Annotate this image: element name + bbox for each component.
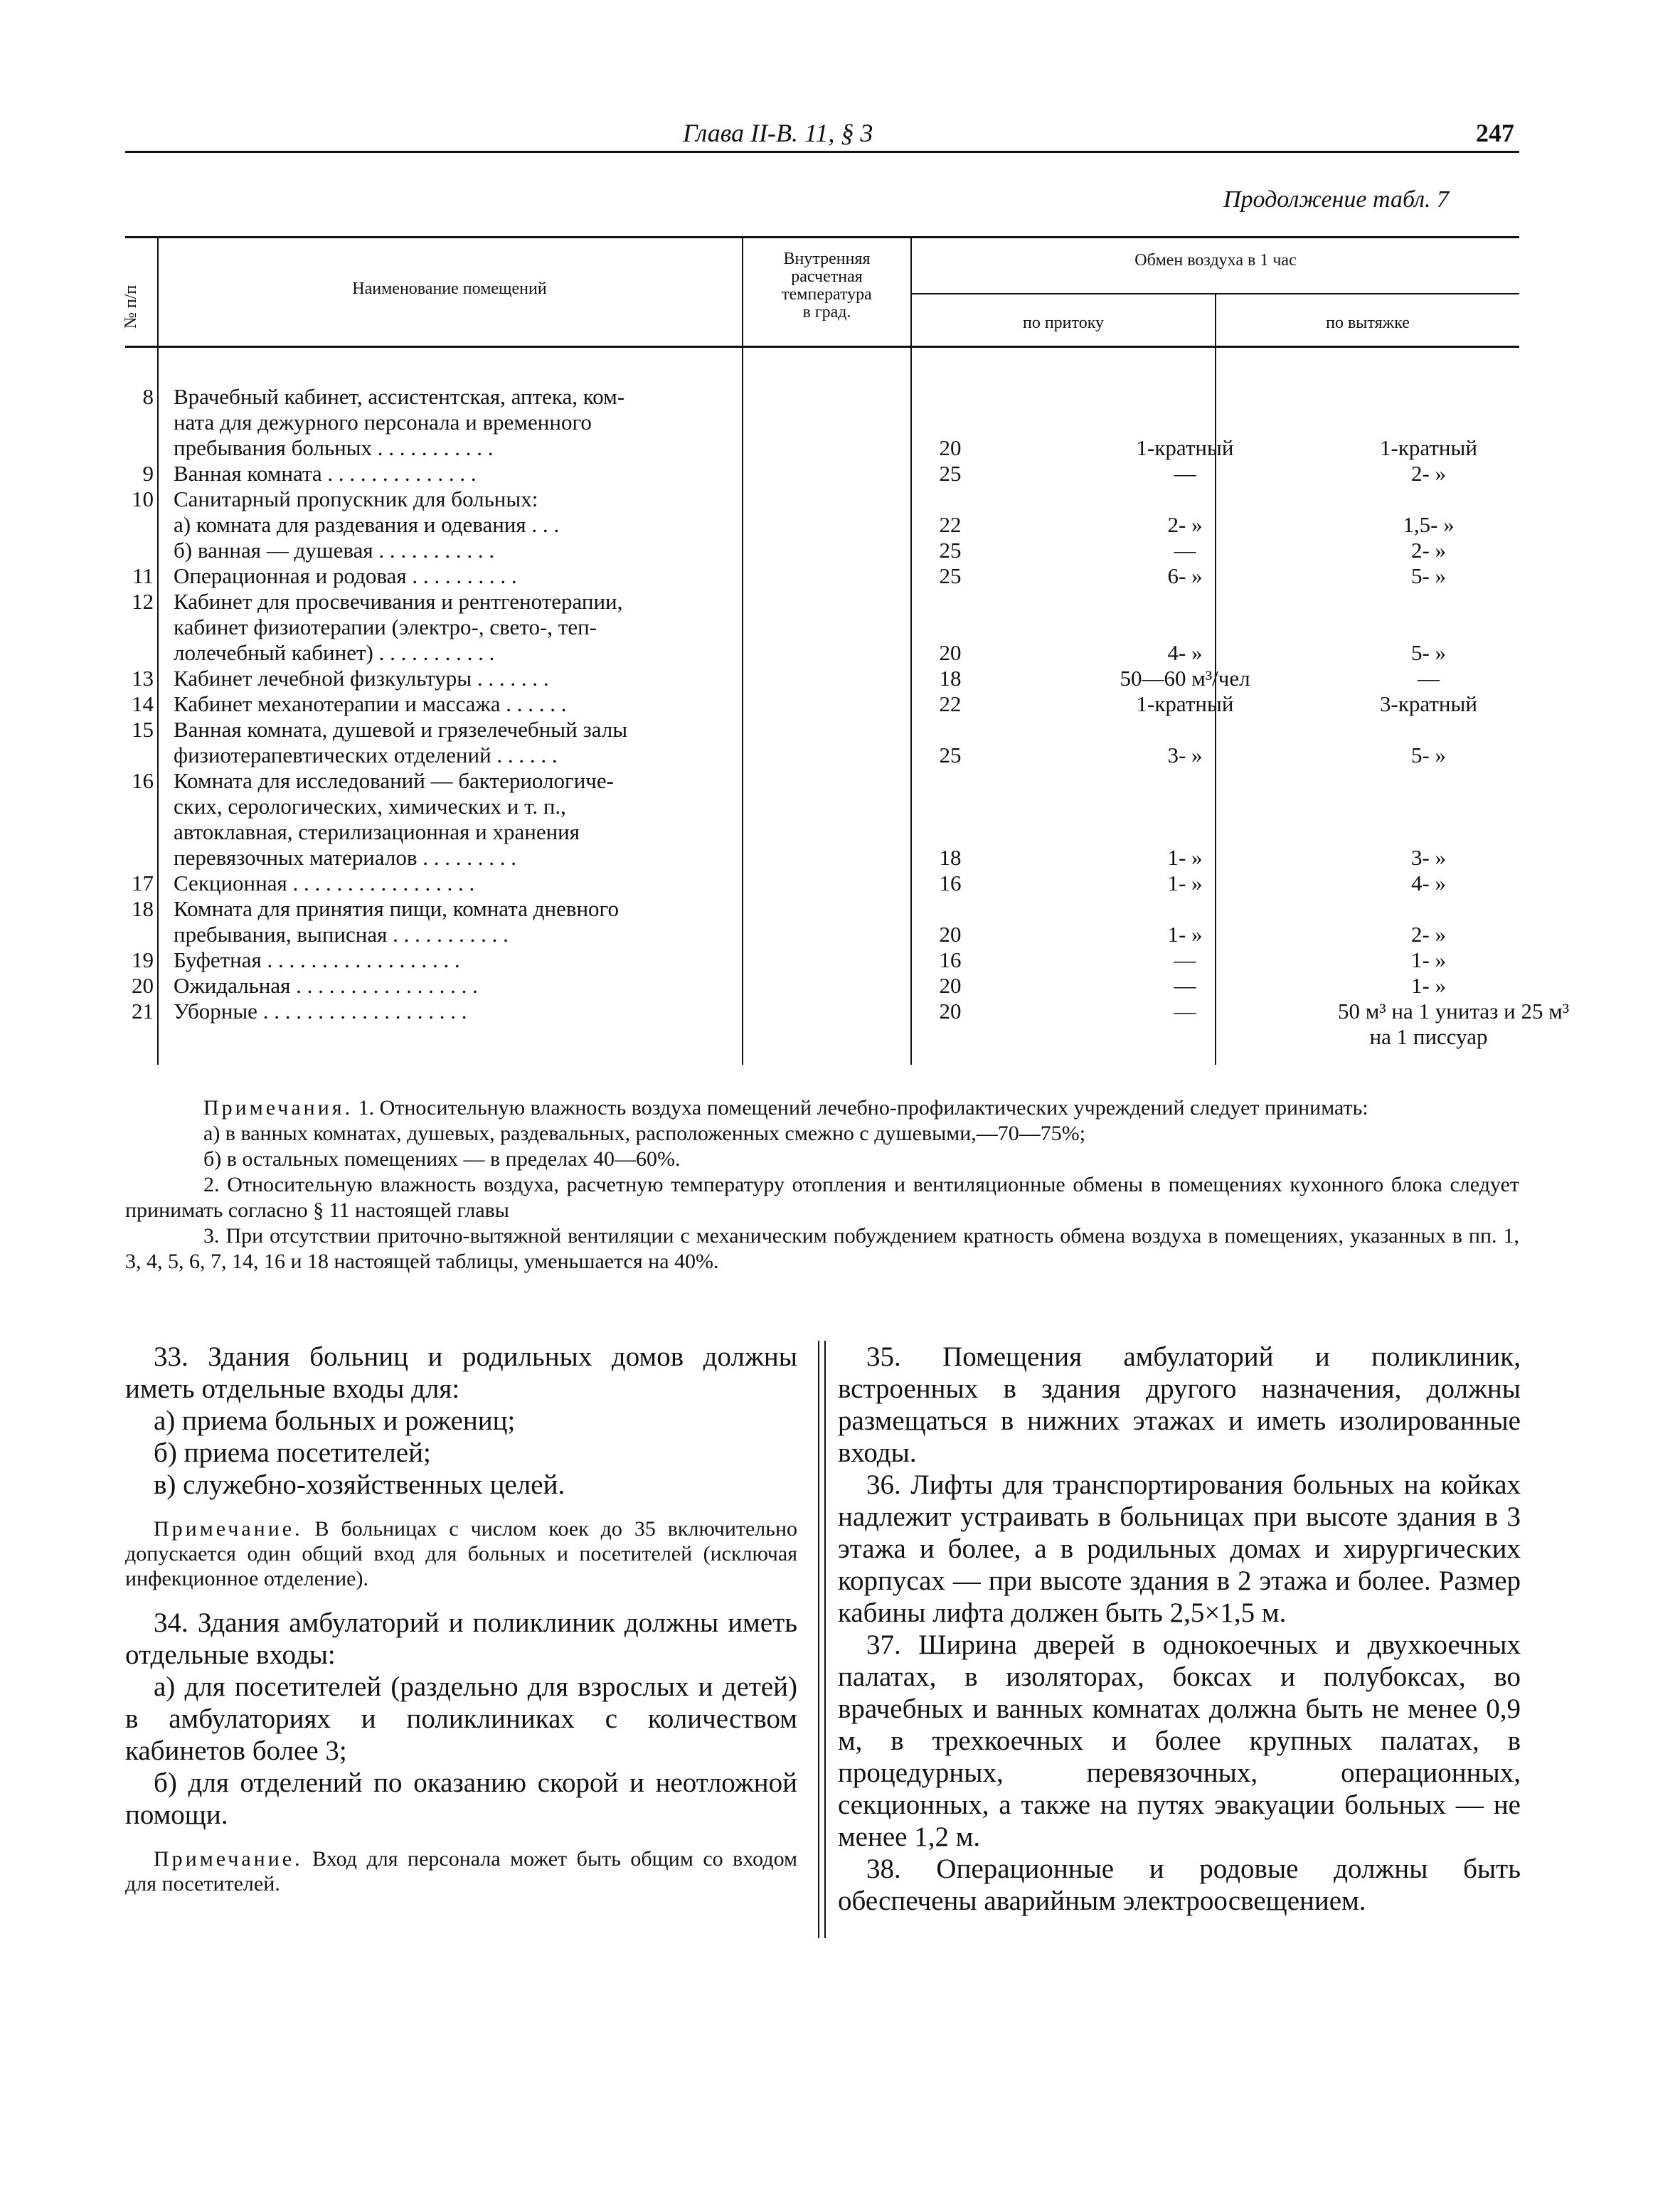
temperature-cell: 22 [939, 691, 962, 716]
supply-cell: 4- » [1167, 640, 1203, 665]
table-row [125, 819, 1519, 845]
row-number: 11 [132, 563, 154, 588]
exhaust-cell: 1- » [1410, 973, 1447, 998]
room-name: Санитарный пропускник для больных: [174, 487, 538, 511]
col-header-exchange: Обмен воздуха в 1 час [1134, 251, 1297, 270]
running-header: Глава II-В. 11, § 3 [683, 119, 873, 147]
exhaust-cell: — [1418, 666, 1440, 691]
exhaust-cell: 50 м³ на 1 унитаз и 25 м³ [1338, 999, 1570, 1024]
table-top-rule [125, 236, 1519, 238]
note-33-label: Примечание. [154, 1517, 303, 1541]
room-name: а) комната для раздевания и одевания . . . [174, 512, 560, 537]
temperature-cell: 16 [939, 871, 962, 895]
exhaust-cell: 5- » [1410, 563, 1447, 588]
table-row [125, 461, 1519, 487]
supply-cell: 1-кратный [1136, 435, 1234, 460]
col-header-temp: Внутренняя расчетная температура в град. [782, 250, 872, 321]
note-1b: б) в остальных помещениях — в пределах 40—60%. [203, 1147, 681, 1171]
supply-cell: 6- » [1167, 563, 1203, 588]
room-name: б) ванная — душевая . . . . . . . . . . . [174, 538, 495, 563]
table-row [125, 947, 1519, 973]
table-row [125, 691, 1519, 717]
clause-36: 36. Лифты для транспортирования больных на койках надлежит устраивать в больницах при высоте здания в 3 этажа и более, а в родильных домах и хирургических корпусах — при высоте здания в 2 этажа и более. Размер кабины лифта должен быть 2,5×1,5 м. [838, 1469, 1521, 1628]
row-number: 20 [132, 973, 154, 998]
col-header-name: Наименование помещений [352, 280, 547, 298]
exhaust-cell: 3-кратный [1380, 691, 1477, 716]
temperature-cell: 22 [939, 512, 962, 537]
table-row [125, 512, 1519, 538]
table-row [125, 896, 1519, 922]
row-number: 8 [142, 384, 154, 409]
room-name: ната для дежурного персонала и временного [174, 410, 592, 435]
supply-cell: 1- » [1167, 845, 1203, 870]
table-row [125, 589, 1519, 615]
clause-33: 33. Здания больниц и родильных домов должны иметь отдельные входы для: [125, 1341, 797, 1404]
table-row [125, 384, 1519, 410]
row-number: 19 [132, 947, 154, 972]
temperature-cell: 16 [939, 947, 962, 972]
room-name: Врачебный кабинет, ассистентская, аптека, ком- [174, 384, 625, 409]
header-rule [125, 151, 1519, 153]
column-divider [818, 1341, 826, 1938]
temperature-cell: 20 [939, 435, 962, 460]
right-text-column [838, 1341, 1521, 1917]
note-1: 1. Относительную влажность воздуха помещений лечебно-профилактических учреждений следует принимать: [358, 1096, 1368, 1120]
room-name: автоклавная, стерилизационная и хранения [174, 819, 580, 844]
clause-38: 38. Операционные и родовые должны быть обеспечены аварийным электроосвещением. [838, 1854, 1521, 1916]
room-name: Комната для принятия пищи, комната дневного [174, 896, 619, 921]
exhaust-cell: 2- » [1410, 461, 1447, 486]
table-row [125, 717, 1519, 743]
temperature-cell: 20 [939, 973, 962, 998]
row-number: 18 [132, 896, 154, 921]
supply-cell: 2- » [1167, 512, 1203, 537]
table-row [125, 922, 1519, 947]
exhaust-cell: 3- » [1410, 845, 1447, 870]
row-number: 14 [132, 691, 154, 716]
exhaust-cell: 2- » [1410, 538, 1447, 563]
supply-cell: — [1174, 973, 1196, 998]
row-number: 10 [132, 487, 154, 511]
exhaust-cell: 5- » [1410, 640, 1447, 665]
supply-cell: 1-кратный [1136, 691, 1234, 716]
temperature-cell: 18 [939, 845, 962, 870]
temperature-cell: 25 [939, 461, 962, 486]
room-name: Секционная . . . . . . . . . . . . . . . . . [174, 871, 475, 895]
table-header-rule [125, 346, 1519, 348]
exhaust-cell: на 1 писсуар [1369, 1024, 1488, 1049]
temperature-cell: 25 [939, 538, 962, 563]
row-number: 16 [132, 768, 154, 793]
clause-35: 35. Помещения амбулаторий и поликлиник, встроенных в здания другого назначения, должны размещаться в нижних этажах и иметь изолированные входы. [838, 1341, 1521, 1468]
row-number: 12 [132, 589, 154, 614]
supply-cell: — [1174, 999, 1196, 1024]
row-number: 17 [132, 871, 154, 895]
table-row [125, 563, 1519, 589]
table-row [125, 871, 1519, 896]
supply-cell: 50—60 м³/чел [1120, 666, 1250, 691]
col-header-supply: по притоку [1022, 314, 1105, 332]
table-row [125, 743, 1519, 768]
clause-34: 34. Здания амбулаторий и поликлиник должны иметь отдельные входы: [125, 1607, 797, 1670]
note-1a: а) в ванных комнатах, душевых, раздевальных, расположенных смежно с душевыми,—70—75%; [203, 1122, 1086, 1145]
exhaust-cell: 1- » [1410, 947, 1447, 972]
supply-cell: — [1174, 538, 1196, 563]
room-name: Уборные . . . . . . . . . . . . . . . . . . . [174, 999, 467, 1024]
supply-cell: 1- » [1167, 922, 1203, 947]
room-name: Кабинет механотерапии и массажа . . . . . . [174, 691, 567, 716]
supply-cell: — [1174, 947, 1196, 972]
temperature-cell: 20 [939, 640, 962, 665]
table-row [125, 666, 1519, 691]
table-row [125, 794, 1519, 819]
table-row [125, 538, 1519, 563]
temperature-cell: 20 [939, 922, 962, 947]
row-number: 15 [132, 717, 154, 742]
clause-34-a: а) для посетителей (раздельно для взрослых и детей) в амбулаториях и поликлиниках с количеством кабинетов более 3; [125, 1671, 797, 1766]
table-notes [125, 1095, 1519, 1275]
exhaust-cell: 1-кратный [1380, 435, 1477, 460]
table-row [125, 410, 1519, 435]
temperature-cell: 20 [939, 999, 962, 1024]
room-name: лолечебный кабинет) . . . . . . . . . . . [174, 640, 495, 665]
room-name: пребывания, выписная . . . . . . . . . . . [174, 922, 509, 947]
temperature-cell: 18 [939, 666, 962, 691]
table-row [125, 435, 1519, 461]
exhaust-cell: 5- » [1410, 743, 1447, 767]
table-row [125, 999, 1570, 1024]
note-3: 3. При отсутствии приточно-вытяжной вентиляции с механическим побуждением кратность обмена воздуха в помещениях, указанных в пп. 1, 3, 4, 5, 6, 7, 14, 16 и 18 настоящей таблицы, уменьшается на 40%. [125, 1224, 1519, 1273]
supply-cell: — [1174, 461, 1196, 486]
left-text-column [125, 1341, 797, 1896]
room-name: Ванная комната, душевой и грязелечебный залы [174, 717, 628, 742]
room-name: кабинет физиотерапии (электро-, свето-, теп- [174, 615, 597, 639]
col-header-num: № п/п [122, 285, 140, 329]
clause-33-c: в) служебно-хозяйственных целей. [154, 1469, 565, 1500]
table-row [125, 615, 1519, 640]
table-row [125, 768, 1519, 794]
table-row [125, 487, 1519, 512]
notes-label: Примечания. [203, 1096, 353, 1120]
row-number: 9 [142, 461, 154, 486]
table-row [125, 1024, 1519, 1050]
room-name: физиотерапевтических отделений . . . . . . [174, 743, 558, 767]
clause-33-a: а) приема больных и рожениц; [154, 1405, 516, 1436]
note-2: 2. Относительную влажность воздуха, расчетную температуру отопления и вентиляционные обмены в помещениях кухонного блока следует принимать согласно § 11 настоящей главы [125, 1173, 1519, 1222]
temperature-cell: 25 [939, 743, 962, 767]
room-name: Кабинет для просвечивания и рентгенотерапии, [174, 589, 623, 614]
ventilation-table [122, 236, 1570, 1065]
exhaust-cell: 4- » [1410, 871, 1447, 895]
temperature-cell: 25 [939, 563, 962, 588]
table-continuation-label: Продолжение табл. 7 [1223, 186, 1450, 213]
note-34: Вход для персонала может быть общим со входом для посетителей. [125, 1847, 797, 1896]
clause-34-b: б) для отделений по оказанию скорой и неотложной помощи. [125, 1767, 797, 1830]
clause-37: 37. Ширина дверей в однокоечных и двухкоечных палатах, в изоляторах, боксах и полубоксах, во врачебных и ванных комнатах должна быть не менее 0,9 м, в трехкоечных и более крупных палатах, в процедурных, перевязочных, операционных, секционных, а также на путях эвакуации больных — не менее 1,2 м. [838, 1630, 1521, 1852]
table-row [125, 640, 1519, 666]
table-row [125, 973, 1519, 999]
room-name: Ожидальная . . . . . . . . . . . . . . . . . [174, 973, 478, 998]
supply-cell: 3- » [1167, 743, 1203, 767]
room-name: ских, серологических, химических и т. п., [174, 794, 566, 819]
supply-cell: 1- » [1167, 871, 1203, 895]
room-name: Кабинет лечебной физкультуры . . . . . . . [174, 666, 549, 691]
room-name: Комната для исследований — бактериологиче- [174, 768, 614, 793]
row-number: 13 [132, 666, 154, 691]
note-34-label: Примечание. [154, 1847, 303, 1871]
note-33: В больницах с числом коек до 35 включительно допускается один общий вход для больных и посетителей (исключая инфекционное отделение). [125, 1517, 798, 1590]
page-number: 247 [1476, 119, 1514, 147]
exhaust-cell: 2- » [1410, 922, 1447, 947]
room-name: Операционная и родовая . . . . . . . . . . [174, 563, 517, 588]
room-name: пребывания больных . . . . . . . . . . . [174, 435, 494, 460]
room-name: Ванная комната . . . . . . . . . . . . . . [174, 461, 477, 486]
exhaust-cell: 1,5- » [1403, 512, 1455, 537]
room-name: перевязочных материалов . . . . . . . . . [174, 845, 517, 870]
table-row [125, 845, 1519, 871]
col-header-exhaust: по вытяжке [1326, 314, 1410, 332]
row-number: 21 [132, 999, 154, 1024]
room-name: Буфетная . . . . . . . . . . . . . . . . . . [174, 947, 460, 972]
clause-33-b: б) приема посетителей; [154, 1437, 431, 1468]
